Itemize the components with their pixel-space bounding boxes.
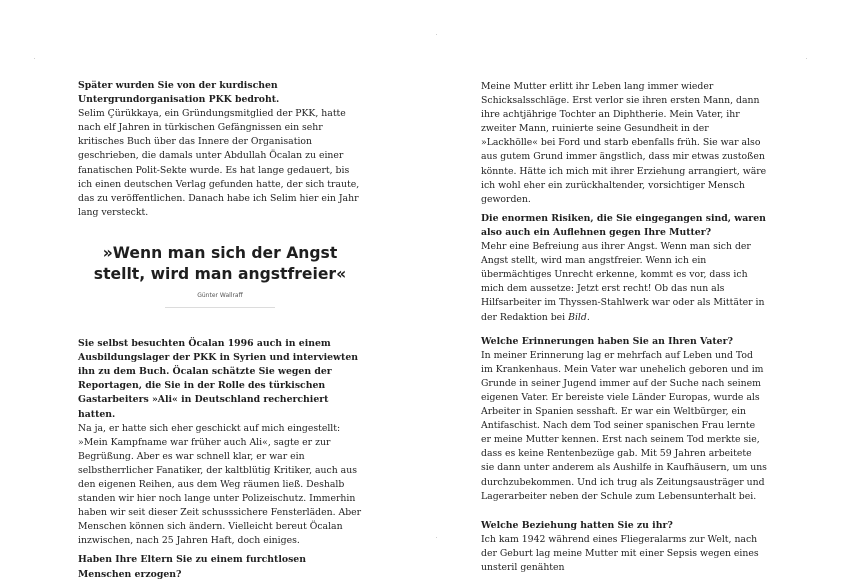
page-corner-mark [34, 58, 35, 59]
right-column [481, 80, 767, 575]
interview-question: Welche Beziehung hatten Sie zu ihr? [481, 519, 673, 531]
pull-quote-author: Günter Wallraff [165, 289, 275, 308]
page-corner-mark [806, 58, 807, 59]
interview-question: Welche Erinnerungen haben Sie an Ihren Vater? [481, 335, 733, 347]
interview-answer: Meine Mutter erlitt ihr Leben lang immer wieder Schicksalsschläge. Erst verlor sie ihren ersten Mann, dann ihre achtjährige Tochter an Diphtherie. Mein Vater, ihr zweiter Mann, ruinierte seine Gesundheit in der »Lackhölle« bei Ford und starb ebenfalls früh. Sie war also aus gutem Grund immer ängstlich, dass mir etwas zustoßen könnte. Hätte ich mich mit ihrer Erziehung arrangiert, wäre ich wohl eher ein zurückhaltender, vorsichtiger Mensch geworden. [481, 81, 767, 205]
page-corner-mark [436, 34, 437, 35]
interview-answer: Mehr eine Befreiung aus ihrer Angst. Wenn man sich der Angst stellt, wird man angstfreier. Wenn ich ein übermächtiges Unrecht erkenne, kommt es vor, dass ich mich dem aussetze: Jetzt erst recht! Ob das nun als Hilfsarbeiter im Thyssen-Stahlwerk war oder als Mittäter in der Redaktion bei Bild. [481, 241, 765, 323]
interview-answer: Selim Çürükkaya, ein Gründungsmitglied der PKK, hatte nach elf Jahren in türkischen Gefängnissen ein sehr kritisches Buch über das Innere der Organisation geschrieben, die damals unter Abdullah Öcalan zu einer fanatischen Polit-Sekte wurde. Es hat lange gedauert, bis ich einen deutschen Verlag gefunden hatte, der sich traute, das zu veröffentlichen. Danach habe ich Selim hier ein Jahr lang versteckt. [78, 108, 360, 218]
interview-answer: In meiner Erinnerung lag er mehrfach auf Leben und Tod im Krankenhaus. Mein Vater war unehelich geboren und im Grunde in seiner Jugend immer auf der Suche nach seinem eigenen Vater. Er bereiste viele Länder Europas, wurde als Arbeiter in Spanien sesshaft. Er war ein Weltbürger, ein Antifaschist. Nach dem Tod seiner spanischen Frau lernte er meine Mutter kennen. Erst nach seinem Tod merkte sie, dass es keine Rentenbezüge gab. Mit 59 Jahren arbeitete sie dann unter anderem als Aushilfe in Kaufhäusern, um uns durchzubekommen. Und ich trug als Zeitungsausträger und Lagerarbeiter neben der Schule zum Lebensunterhalt bei. [481, 349, 767, 502]
page-corner-mark [436, 537, 437, 538]
left-column [78, 79, 362, 582]
interview-question: Haben Ihre Eltern Sie zu einem furchtlosen Menschen erzogen? [78, 554, 306, 580]
interview-question: Sie selbst besuchten Öcalan 1996 auch in einem Ausbildungslager der PKK in Syrien und interviewten ihn zu dem Buch. Öcalan schätzte Sie wegen der Reportagen, die Sie in der Rolle des türkischen Gastarbeiters »Ali« in Deutschland recherchiert hatten. [78, 338, 359, 420]
interview-answer: Ich kam 1942 während eines Fliegeralarms zur Welt, nach der Geburt lag meine Mutter mit einer Sepsis wegen eines unsteril genähten [481, 533, 759, 573]
interview-answer: Na ja, er hatte sich eher geschickt auf mich eingestellt: »Mein Kampfname war früher auch Ali«, sagte er zur Begrüßung. Aber es war schnell klar, er war ein selbstherrlicher Fanatiker, der kaltblütig Kritiker, auch aus den eigenen Reihen, aus dem Weg räumen ließ. Deshalb standen wir hier noch lange unter Polizeischutz. Immerhin haben wir seit dieser Zeit schusssichere Fensterläden. Aber Menschen können sich ändern. Vielleicht bereut Öcalan inzwischen, nach 25 Jahren Haft, doch einiges. [78, 422, 362, 547]
pull-quote-text: »Wenn man sich der Angst stellt, wird man angstfreier« [93, 243, 347, 284]
publication-name: Bild [568, 311, 587, 323]
interview-question: Später wurden Sie von der kurdischen Untergrundorganisation PKK bedroht. [78, 80, 280, 106]
interview-question: Die enormen Risiken, die Sie eingegangen sind, waren also auch ein Auflehnen gegen Ihre Mutter? [481, 212, 766, 238]
pull-quote [78, 243, 362, 308]
